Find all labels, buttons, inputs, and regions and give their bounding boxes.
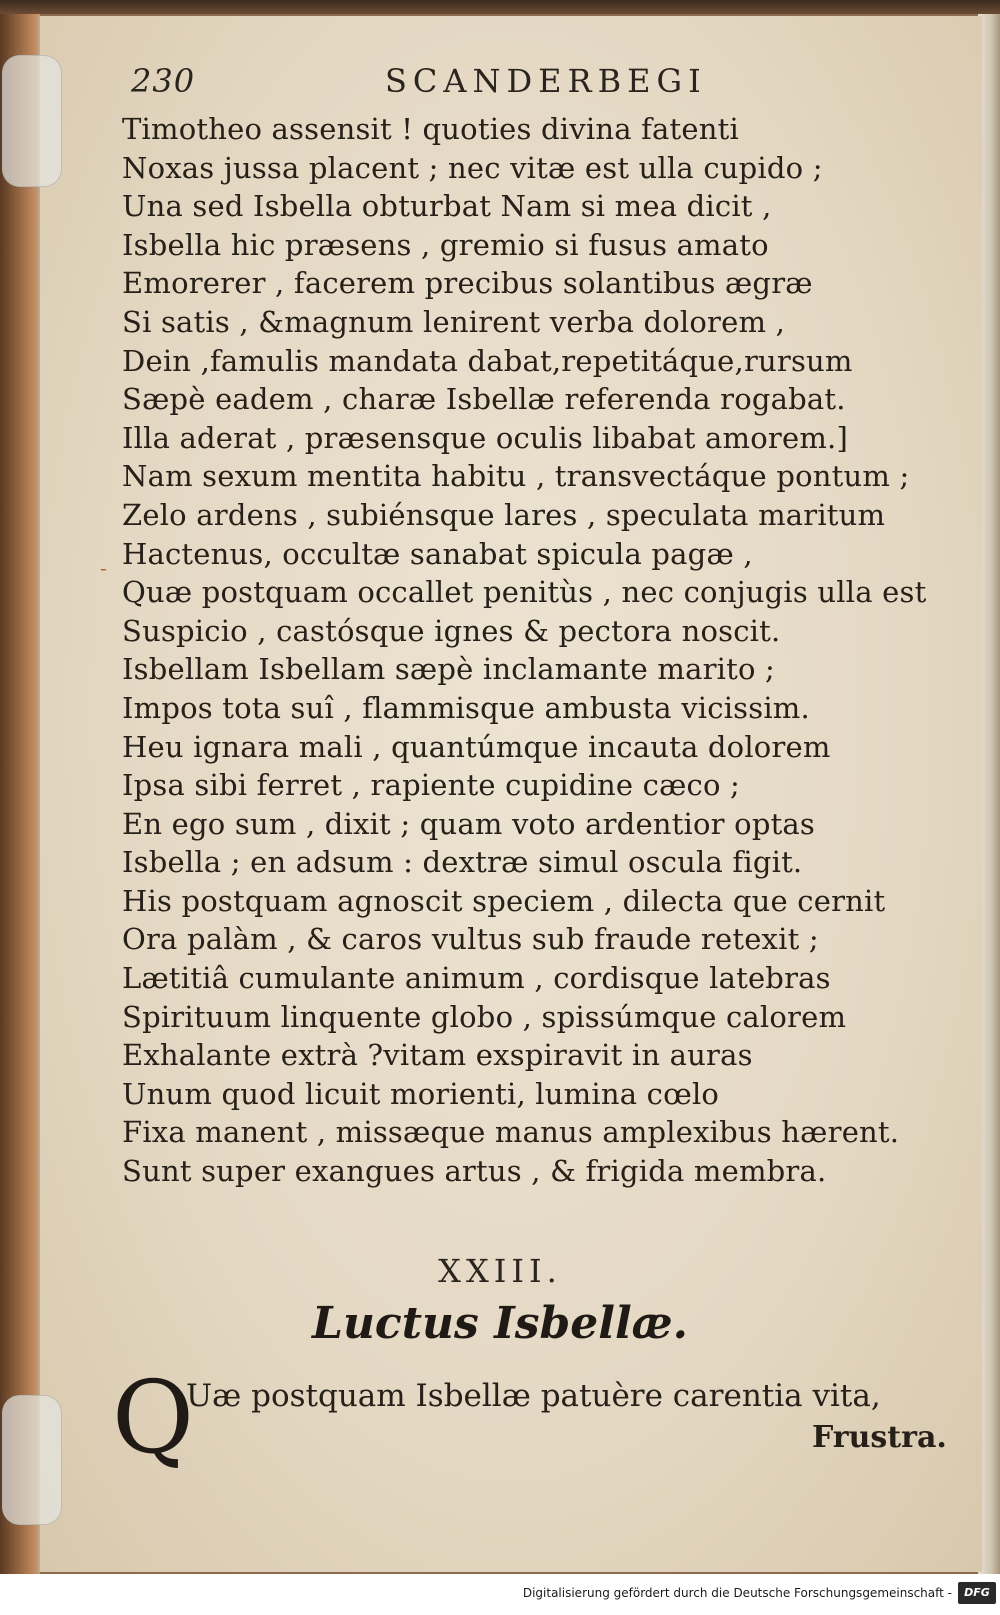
footer-credit: Digitalisierung gefördert durch die Deutsche Forschungsgemeinschaft - xyxy=(522,1586,952,1600)
page-number: 230 xyxy=(131,62,196,100)
verse-line: Ipsa sibi ferret , rapiente cupidine cæco ; xyxy=(122,768,741,803)
verse-line: Una sed Isbella obturbat Nam si mea dicit , xyxy=(122,189,772,224)
section-title: Luctus Isbellæ. xyxy=(312,1298,688,1349)
catchword: Frustra. xyxy=(812,1420,947,1455)
verse-line: Dein ,famulis mandata dabat,repetitáque,rursum xyxy=(122,343,853,378)
verse-line: En ego sum , dixit ; quam voto ardentior optas xyxy=(122,806,816,841)
section-number: XXIII. xyxy=(438,1252,562,1290)
verse-line: Hactenus, occultæ sanabat spicula pagæ , xyxy=(122,536,753,571)
running-head: SCANDERBEGI xyxy=(385,62,707,100)
dfg-logo-icon: DFG xyxy=(958,1582,996,1604)
verse-line: Noxas jussa placent ; nec vitæ est ulla cupido ; xyxy=(122,150,823,185)
verse-line: His postquam agnoscit speciem , dilecta que cernit xyxy=(122,883,886,918)
verse-line: Isbella ; en adsum : dextræ simul oscula figit. xyxy=(122,845,803,880)
verse-line: Isbellam Isbellam sæpè inclamante marito ; xyxy=(122,652,776,687)
verse-line: Ora palàm , & caros vultus sub fraude retexit ; xyxy=(122,922,819,957)
verse-line: Exhalante extrà ?vitam exspiravit in auras xyxy=(122,1038,753,1073)
drop-cap: Q xyxy=(112,1359,194,1476)
verse-line: Nam sexum mentita habitu , transvectáque pontum ; xyxy=(122,459,910,494)
verse-line: Quæ postquam occallet penitùs , nec conjugis ulla est xyxy=(122,575,927,610)
page-header xyxy=(0,62,1000,108)
verse-line: Illa aderat , præsensque oculis libabat amorem.] xyxy=(122,420,848,455)
margin-mark: ‐ xyxy=(100,556,107,580)
verse-line: Spirituum linquente globo , spissúmque calorem xyxy=(122,999,847,1034)
verse-line: Emorerer , facerem precibus solantibus ægræ xyxy=(122,266,813,301)
verse-line: Unum quod licuit morienti, lumina cœlo xyxy=(122,1076,720,1111)
section-first-line: Uæ postquam Isbellæ patuère carentia vita, xyxy=(186,1378,881,1414)
verse-block xyxy=(122,110,972,1191)
verse-line: Impos tota suî , flammisque ambusta vicissim. xyxy=(122,690,810,725)
verse-line: Lætitiâ cumulante animum , cordisque latebras xyxy=(122,961,831,996)
verse-line: Si satis , &magnum lenirent verba dolorem , xyxy=(122,304,785,339)
verse-line: Timotheo assensit ! quoties divina fatenti xyxy=(122,112,739,146)
digitization-footer xyxy=(0,1574,1000,1615)
verse-line: Heu ignara mali , quantúmque incauta dolorem xyxy=(122,729,831,764)
verse-line: Sæpè eadem , charæ Isbellæ referenda rogabat. xyxy=(122,382,846,417)
verse-line: Suspicio , castósque ignes & pectora noscit. xyxy=(122,613,781,648)
verse-line: Fixa manent , missæque manus amplexibus hærent. xyxy=(122,1115,900,1150)
verse-line: Zelo ardens , subiénsque lares , speculata maritum xyxy=(122,497,886,532)
verse-line: Isbella hic præsens , gremio si fusus amato xyxy=(122,227,769,262)
page-tab-bottom xyxy=(2,1395,62,1525)
verse-line: Sunt super exangues artus , & frigida membra. xyxy=(122,1154,827,1189)
scan-top-edge xyxy=(0,0,1000,14)
